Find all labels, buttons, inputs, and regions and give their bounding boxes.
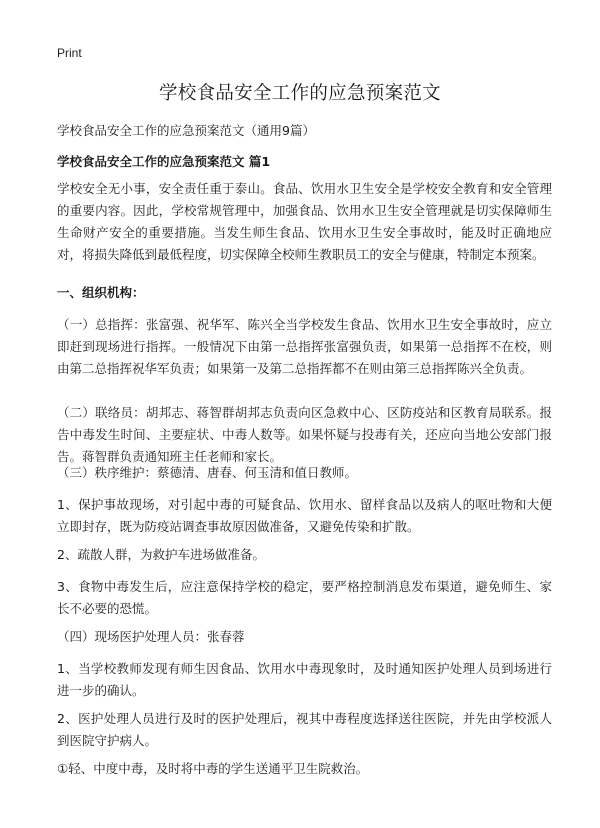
medical-staff-paragraph: （四）现场医护处理人员：张春蓉 bbox=[57, 629, 245, 644]
order-maintenance-paragraph: （三）秩序维护：蔡德清、唐春、何玉清和值日教师。 bbox=[57, 465, 358, 480]
article-heading: 学校食品安全工作的应急预案范文 篇1 bbox=[57, 154, 271, 169]
mild-poisoning-paragraph: ①轻、中度中毒，及时将中毒的学生送通平卫生院救治。 bbox=[57, 761, 369, 776]
commander-paragraph: （一）总指挥：张富强、祝华军、陈兴全当学校发生食品、饮用水卫生安全事故时，应立即赶到现场进行指挥。一般情况下由第一总指挥张富强负责，如果第一总指挥不在校，则由第二总指挥祝华军负责；如果第一及第二总指挥都不在则由第三总指挥陈兴全负责。 bbox=[57, 317, 552, 376]
document-subtitle: 学校食品安全工作的应急预案范文（通用9篇） bbox=[57, 123, 315, 138]
org-structure-heading: 一、组织机构： bbox=[57, 285, 145, 300]
intro-paragraph: 学校安全无小事，安全责任重于泰山。食品、饮用水卫生安全是学校安全教育和安全管理的重要内容。因此，学校常规管理中，加强食品、饮用水卫生安全管理就是切实保障师生生命财产安全的重要措施。当发生师生食品、饮用水卫生安全事故时，能及时正确地应对，将损失降低到最低程度，切实保障全校师生教职员工的安全与健康，特制定本预案。 bbox=[57, 181, 552, 262]
notify-medical-paragraph: 1、当学校教师发现有师生因食品、饮用水中毒现象时，及时通知医护处理人员到场进行进一步的确认。 bbox=[57, 661, 552, 698]
document-title: 学校食品安全工作的应急预案范文 bbox=[158, 83, 441, 104]
print-link[interactable]: Print bbox=[57, 46, 82, 60]
medical-treatment-paragraph: 2、医护处理人员进行及时的医护处理后，视其中毒程度选择送往医院，并先由学校派人到医院守护病人。 bbox=[57, 711, 552, 748]
evacuate-paragraph: 2、疏散人群，为救护车进场做准备。 bbox=[57, 547, 265, 562]
stability-paragraph: 3、食物中毒发生后，应注意保持学校的稳定，要严格控制消息发布渠道，避免师生、家长不必要的恐慌。 bbox=[57, 579, 552, 616]
liaison-paragraph: （二）联络员：胡邦志、蒋智群胡邦志负责向区急救中心、区防疫站和区教育局联系。报告中毒发生时间、主要症状、中毒人数等。如果怀疑与投毒有关，还应向当地公安部门报告。蒋智群负责通知班主任老师和家长。 bbox=[57, 405, 552, 464]
protect-scene-paragraph: 1、保护事故现场，对引起中毒的可疑食品、饮用水、留样食品以及病人的呕吐物和大便立即封存，既为防疫站调查事故原因做准备，又避免传染和扩散。 bbox=[57, 497, 552, 534]
